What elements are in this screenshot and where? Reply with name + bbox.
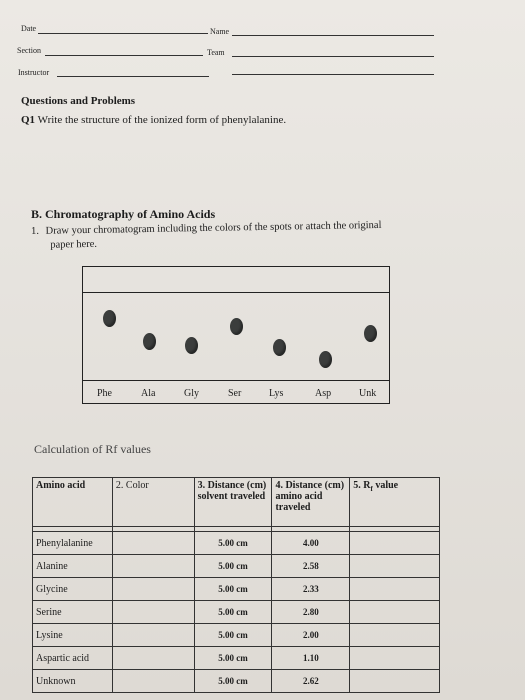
chromatogram-solvent-front (83, 267, 389, 293)
color-cell[interactable] (112, 624, 194, 647)
lane-label-phe: Phe (97, 388, 112, 399)
instructor-line (57, 76, 209, 77)
section-label: Section (17, 46, 41, 55)
spot-ala (143, 333, 156, 350)
rf-section-title: Calculation of Rf values (34, 442, 151, 456)
header-amino-distance: 4. Distance (cm) amino acid traveled (272, 478, 350, 527)
date-line (38, 33, 208, 34)
rf-value-cell[interactable] (350, 532, 440, 555)
table-row (33, 624, 440, 647)
amino-acid-name: Phenylalanine (33, 532, 113, 555)
amino-distance: 4.00 (272, 532, 350, 555)
solvent-distance: 5.00 cm (194, 578, 272, 601)
spot-ser (230, 318, 243, 335)
table-row (33, 555, 440, 578)
header-color: 2. Color (112, 478, 194, 527)
header-solvent-distance: 3. Distance (cm) solvent traveled (194, 478, 272, 527)
solvent-distance: 5.00 cm (194, 647, 272, 670)
name-line (232, 35, 434, 36)
solvent-distance: 5.00 cm (194, 555, 272, 578)
rf-table-header-row (33, 478, 440, 527)
header-rf-value (350, 478, 440, 527)
rf-table (32, 477, 440, 693)
spot-asp (319, 351, 332, 368)
name-label: Name (210, 27, 230, 36)
color-cell[interactable] (112, 670, 194, 693)
amino-distance: 1.10 (272, 647, 350, 670)
spot-gly (185, 337, 198, 354)
solvent-distance: 5.00 cm (194, 670, 272, 693)
amino-acid-name: Unknown (33, 670, 113, 693)
instructor-line-right (232, 74, 434, 75)
lane-label-ala: Ala (141, 388, 156, 399)
table-row (33, 647, 440, 670)
question-1-number: Q1 (21, 114, 36, 126)
rf-value-cell[interactable] (350, 601, 440, 624)
color-cell[interactable] (112, 647, 194, 670)
amino-acid-name: Alanine (33, 555, 113, 578)
lane-label-unk: Unk (359, 388, 377, 399)
amino-distance: 2.80 (272, 601, 350, 624)
question-1-text: Write the structure of the ionized form of phenylalanine. (37, 114, 287, 126)
chromatogram-instruction (31, 218, 451, 253)
rf-value-cell[interactable] (350, 578, 440, 601)
lane-label-asp: Asp (315, 388, 332, 399)
rf-header-sub: f (370, 485, 373, 493)
table-row (33, 532, 440, 555)
rf-header-suffix: value (372, 480, 399, 491)
question-1 (21, 114, 286, 126)
amino-acid-name: Lysine (33, 624, 113, 647)
date-label: Date (21, 24, 37, 33)
amino-distance: 2.62 (272, 670, 350, 693)
instructor-label: Instructor (18, 68, 50, 77)
amino-distance: 2.00 (272, 624, 350, 647)
spot-unk (364, 325, 377, 342)
team-line (232, 56, 434, 57)
spot-phe (103, 310, 116, 327)
instruction-line-1: Draw your chromatogram including the colors of the spots or attach the original (45, 219, 382, 237)
rf-value-cell[interactable] (350, 647, 440, 670)
table-row (33, 601, 440, 624)
lane-label-ser: Ser (228, 388, 242, 399)
chromatogram-box (82, 266, 390, 404)
rf-value-cell[interactable] (350, 555, 440, 578)
section-b-heading: B. Chromatography of Amino Acids (31, 207, 216, 221)
solvent-distance: 5.00 cm (194, 601, 272, 624)
color-cell[interactable] (112, 601, 194, 624)
color-cell[interactable] (112, 532, 194, 555)
amino-distance: 2.33 (272, 578, 350, 601)
color-cell[interactable] (112, 578, 194, 601)
amino-acid-name: Aspartic acid (33, 647, 113, 670)
rf-header-prefix: 5. R (353, 480, 371, 491)
lane-label-lys: Lys (269, 388, 284, 399)
table-row (33, 670, 440, 693)
questions-heading: Questions and Problems (21, 95, 136, 107)
solvent-distance: 5.00 cm (194, 624, 272, 647)
spot-lys (273, 339, 286, 356)
rf-value-cell[interactable] (350, 624, 440, 647)
solvent-distance: 5.00 cm (194, 532, 272, 555)
team-label: Team (207, 48, 225, 57)
amino-acid-name: Serine (33, 601, 113, 624)
lane-label-gly: Gly (184, 388, 199, 399)
instruction-line-2: paper here. (50, 238, 98, 251)
section-line (45, 55, 203, 56)
rf-value-cell[interactable] (350, 670, 440, 693)
color-cell[interactable] (112, 555, 194, 578)
amino-distance: 2.58 (272, 555, 350, 578)
header-amino-acid: Amino acid (33, 478, 113, 527)
instruction-number: 1. (31, 225, 40, 237)
amino-acid-name: Glycine (33, 578, 113, 601)
table-row (33, 578, 440, 601)
